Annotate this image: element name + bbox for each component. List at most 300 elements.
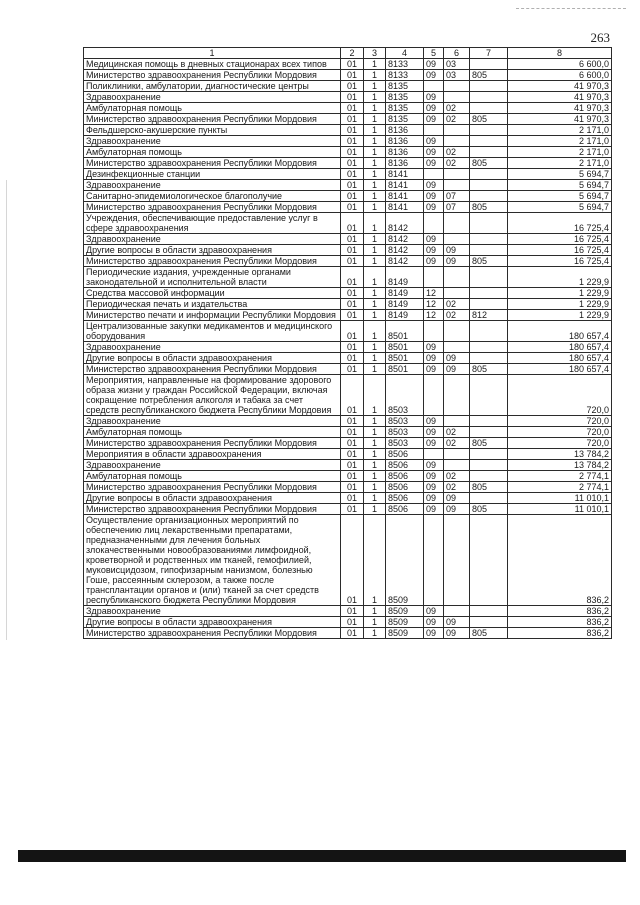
row-subsection: 02	[444, 471, 470, 482]
row-department-code: 805	[470, 364, 508, 375]
row-amount: 11 010,1	[508, 493, 612, 504]
table-row	[84, 504, 612, 515]
row-amount: 180 657,4	[508, 364, 612, 375]
row-description: Учреждения, обеспечивающие предоставление услуг в сфере здравоохранения	[84, 213, 341, 234]
row-amount: 5 694,7	[508, 169, 612, 180]
row-description: Министерство здравоохранения Республики Мордовия	[84, 628, 341, 639]
row-code-3: 1	[364, 288, 386, 299]
table-row	[84, 310, 612, 321]
table-row	[84, 136, 612, 147]
row-code-3: 1	[364, 628, 386, 639]
row-section: 09	[424, 342, 444, 353]
row-department-code	[470, 81, 508, 92]
row-target-code: 8135	[386, 92, 424, 103]
row-description: Министерство здравоохранения Республики Мордовия	[84, 482, 341, 493]
row-section: 12	[424, 288, 444, 299]
row-amount: 720,0	[508, 438, 612, 449]
row-description: Санитарно-эпидемиологическое благополучие	[84, 191, 341, 202]
row-description: Здравоохранение	[84, 180, 341, 191]
row-description: Амбулаторная помощь	[84, 427, 341, 438]
row-subsection: 02	[444, 114, 470, 125]
row-amount: 13 784,2	[508, 449, 612, 460]
row-subsection	[444, 321, 470, 342]
row-department-code	[470, 353, 508, 364]
row-code-3: 1	[364, 267, 386, 288]
row-amount: 1 229,9	[508, 299, 612, 310]
row-section: 09	[424, 59, 444, 70]
row-description: Здравоохранение	[84, 460, 341, 471]
row-code-3: 1	[364, 353, 386, 364]
header-cell: 2	[341, 48, 364, 59]
row-amount: 5 694,7	[508, 180, 612, 191]
table-row	[84, 81, 612, 92]
row-subsection: 09	[444, 364, 470, 375]
row-code-3: 1	[364, 504, 386, 515]
row-subsection	[444, 416, 470, 427]
row-section: 09	[424, 353, 444, 364]
row-code-2: 01	[341, 81, 364, 92]
table-row	[84, 125, 612, 136]
table-row	[84, 438, 612, 449]
table-row	[84, 267, 612, 288]
row-amount: 41 970,3	[508, 114, 612, 125]
row-code-3: 1	[364, 59, 386, 70]
row-target-code: 8501	[386, 342, 424, 353]
row-description: Министерство здравоохранения Республики Мордовия	[84, 256, 341, 267]
row-section: 09	[424, 628, 444, 639]
row-section: 09	[424, 191, 444, 202]
row-description: Здравоохранение	[84, 92, 341, 103]
row-code-2: 01	[341, 288, 364, 299]
row-code-3: 1	[364, 136, 386, 147]
row-target-code: 8133	[386, 70, 424, 81]
row-target-code: 8149	[386, 267, 424, 288]
row-subsection	[444, 81, 470, 92]
row-amount: 180 657,4	[508, 342, 612, 353]
row-section: 09	[424, 245, 444, 256]
row-code-3: 1	[364, 103, 386, 114]
row-department-code	[470, 92, 508, 103]
table-row	[84, 375, 612, 416]
row-subsection	[444, 267, 470, 288]
row-subsection: 02	[444, 438, 470, 449]
row-target-code: 8135	[386, 81, 424, 92]
row-section: 09	[424, 416, 444, 427]
row-department-code	[470, 299, 508, 310]
row-department-code: 805	[470, 114, 508, 125]
row-code-2: 01	[341, 213, 364, 234]
row-subsection	[444, 449, 470, 460]
row-code-2: 01	[341, 342, 364, 353]
row-target-code: 8135	[386, 103, 424, 114]
row-target-code: 8509	[386, 515, 424, 606]
row-amount: 836,2	[508, 617, 612, 628]
row-code-2: 01	[341, 606, 364, 617]
row-department-code	[470, 147, 508, 158]
row-code-2: 01	[341, 460, 364, 471]
row-description: Министерство здравоохранения Республики Мордовия	[84, 70, 341, 81]
row-section: 09	[424, 438, 444, 449]
row-target-code: 8136	[386, 147, 424, 158]
row-target-code: 8509	[386, 617, 424, 628]
row-code-2: 01	[341, 427, 364, 438]
row-target-code: 8501	[386, 353, 424, 364]
row-subsection	[444, 375, 470, 416]
row-amount: 2 171,0	[508, 147, 612, 158]
table-row	[84, 158, 612, 169]
row-code-2: 01	[341, 59, 364, 70]
row-code-3: 1	[364, 147, 386, 158]
row-department-code: 805	[470, 482, 508, 493]
row-target-code: 8503	[386, 375, 424, 416]
table-row	[84, 353, 612, 364]
row-subsection: 02	[444, 427, 470, 438]
row-department-code: 805	[470, 256, 508, 267]
row-code-3: 1	[364, 81, 386, 92]
row-code-2: 01	[341, 321, 364, 342]
row-amount: 1 229,9	[508, 288, 612, 299]
table-row	[84, 515, 612, 606]
row-subsection: 09	[444, 617, 470, 628]
row-subsection: 02	[444, 482, 470, 493]
table-row	[84, 59, 612, 70]
row-code-3: 1	[364, 202, 386, 213]
table-row	[84, 202, 612, 213]
row-department-code	[470, 427, 508, 438]
row-description: Здравоохранение	[84, 136, 341, 147]
row-code-3: 1	[364, 213, 386, 234]
row-code-3: 1	[364, 515, 386, 606]
table-body	[84, 59, 612, 639]
row-target-code: 8142	[386, 245, 424, 256]
row-department-code: 805	[470, 504, 508, 515]
row-department-code	[470, 471, 508, 482]
row-description: Осуществление организационных мероприятий по обеспечению лиц лекарственными препаратами, предназначенными для лечения больных злокачественными новообразованиями лимфоидной, кроветворной и родственных им тканей, гемофилией, муковисцидозом, гипофизарным нанизмом, болезнью Гоше, рассеянным склерозом, а также после трансплантации органов и (или) тканей за счет средств республиканского бюджета Республики Мордовия	[84, 515, 341, 606]
row-code-3: 1	[364, 245, 386, 256]
row-description: Министерство печати и информации Республики Мордовия	[84, 310, 341, 321]
scan-margin-shadow	[6, 180, 7, 640]
header-cell: 8	[508, 48, 612, 59]
row-target-code: 8509	[386, 628, 424, 639]
table-row	[84, 427, 612, 438]
row-subsection: 09	[444, 493, 470, 504]
row-amount: 2 171,0	[508, 125, 612, 136]
row-section	[424, 375, 444, 416]
row-amount: 41 970,3	[508, 92, 612, 103]
row-section: 09	[424, 482, 444, 493]
row-target-code: 8141	[386, 191, 424, 202]
row-target-code: 8503	[386, 438, 424, 449]
table-row	[84, 234, 612, 245]
row-amount: 41 970,3	[508, 81, 612, 92]
row-description: Другие вопросы в области здравоохранения	[84, 617, 341, 628]
row-amount: 720,0	[508, 416, 612, 427]
row-target-code: 8501	[386, 321, 424, 342]
row-code-2: 01	[341, 92, 364, 103]
row-section: 12	[424, 299, 444, 310]
row-amount: 2 171,0	[508, 158, 612, 169]
row-description: Министерство здравоохранения Республики Мордовия	[84, 158, 341, 169]
row-section	[424, 321, 444, 342]
row-code-2: 01	[341, 493, 364, 504]
row-amount: 41 970,3	[508, 103, 612, 114]
header-cell: 1	[84, 48, 341, 59]
row-subsection	[444, 288, 470, 299]
table-row	[84, 147, 612, 158]
row-department-code	[470, 191, 508, 202]
row-target-code: 8136	[386, 125, 424, 136]
row-subsection	[444, 606, 470, 617]
row-section: 09	[424, 460, 444, 471]
table-row	[84, 70, 612, 81]
row-section: 09	[424, 202, 444, 213]
row-section: 09	[424, 147, 444, 158]
row-subsection	[444, 136, 470, 147]
row-code-2: 01	[341, 114, 364, 125]
row-section: 09	[424, 70, 444, 81]
row-code-2: 01	[341, 245, 364, 256]
row-code-3: 1	[364, 256, 386, 267]
row-description: Амбулаторная помощь	[84, 471, 341, 482]
row-target-code: 8506	[386, 460, 424, 471]
row-target-code: 8509	[386, 606, 424, 617]
row-code-2: 01	[341, 471, 364, 482]
row-department-code	[470, 460, 508, 471]
row-department-code	[470, 606, 508, 617]
row-description: Периодическая печать и издательства	[84, 299, 341, 310]
row-code-3: 1	[364, 321, 386, 342]
row-target-code: 8149	[386, 299, 424, 310]
row-code-3: 1	[364, 482, 386, 493]
row-subsection: 09	[444, 628, 470, 639]
table-row	[84, 180, 612, 191]
row-department-code: 805	[470, 70, 508, 81]
row-amount: 6 600,0	[508, 59, 612, 70]
scan-bottom-bar	[18, 850, 626, 862]
row-subsection	[444, 125, 470, 136]
row-description: Другие вопросы в области здравоохранения	[84, 353, 341, 364]
row-department-code	[470, 234, 508, 245]
table-row	[84, 191, 612, 202]
row-section: 09	[424, 114, 444, 125]
row-department-code	[470, 245, 508, 256]
row-code-3: 1	[364, 342, 386, 353]
row-section: 09	[424, 234, 444, 245]
row-subsection	[444, 92, 470, 103]
row-code-2: 01	[341, 504, 364, 515]
row-code-2: 01	[341, 353, 364, 364]
row-code-3: 1	[364, 180, 386, 191]
row-code-2: 01	[341, 125, 364, 136]
row-description: Поликлиники, амбулатории, диагностические центры	[84, 81, 341, 92]
row-amount: 5 694,7	[508, 202, 612, 213]
row-subsection: 02	[444, 103, 470, 114]
row-amount: 836,2	[508, 628, 612, 639]
row-section: 09	[424, 256, 444, 267]
row-section: 09	[424, 364, 444, 375]
row-code-2: 01	[341, 158, 364, 169]
row-department-code	[470, 213, 508, 234]
row-subsection	[444, 213, 470, 234]
row-department-code	[470, 103, 508, 114]
row-code-3: 1	[364, 299, 386, 310]
row-section: 09	[424, 180, 444, 191]
row-department-code: 805	[470, 202, 508, 213]
row-subsection: 02	[444, 299, 470, 310]
row-code-2: 01	[341, 515, 364, 606]
row-amount: 2 774,1	[508, 482, 612, 493]
row-code-2: 01	[341, 628, 364, 639]
row-code-3: 1	[364, 158, 386, 169]
row-target-code: 8149	[386, 288, 424, 299]
row-description: Медицинская помощь в дневных стационарах всех типов	[84, 59, 341, 70]
row-code-2: 01	[341, 310, 364, 321]
row-code-2: 01	[341, 375, 364, 416]
row-target-code: 8501	[386, 364, 424, 375]
row-subsection: 03	[444, 70, 470, 81]
row-amount: 16 725,4	[508, 256, 612, 267]
row-department-code	[470, 321, 508, 342]
row-section	[424, 267, 444, 288]
row-code-2: 01	[341, 191, 364, 202]
row-department-code	[470, 375, 508, 416]
row-subsection: 09	[444, 245, 470, 256]
row-subsection	[444, 460, 470, 471]
row-section: 09	[424, 427, 444, 438]
table-row	[84, 628, 612, 639]
row-section	[424, 449, 444, 460]
row-department-code: 805	[470, 158, 508, 169]
row-section: 09	[424, 617, 444, 628]
row-code-2: 01	[341, 70, 364, 81]
row-target-code: 8136	[386, 136, 424, 147]
row-department-code	[470, 342, 508, 353]
row-department-code	[470, 515, 508, 606]
row-amount: 13 784,2	[508, 460, 612, 471]
row-subsection: 09	[444, 256, 470, 267]
table-row	[84, 169, 612, 180]
row-amount: 836,2	[508, 515, 612, 606]
row-section	[424, 169, 444, 180]
row-target-code: 8506	[386, 471, 424, 482]
row-subsection: 03	[444, 59, 470, 70]
row-code-3: 1	[364, 375, 386, 416]
row-department-code	[470, 617, 508, 628]
row-code-3: 1	[364, 493, 386, 504]
row-description: Централизованные закупки медикаментов и медицинского оборудования	[84, 321, 341, 342]
row-department-code	[470, 416, 508, 427]
table-row	[84, 213, 612, 234]
row-code-2: 01	[341, 299, 364, 310]
row-target-code: 8133	[386, 59, 424, 70]
row-section: 09	[424, 493, 444, 504]
table-row	[84, 617, 612, 628]
row-code-3: 1	[364, 438, 386, 449]
row-description: Министерство здравоохранения Республики Мордовия	[84, 202, 341, 213]
row-description: Мероприятия в области здравоохранения	[84, 449, 341, 460]
row-code-2: 01	[341, 256, 364, 267]
row-subsection: 09	[444, 504, 470, 515]
row-department-code	[470, 288, 508, 299]
row-department-code	[470, 267, 508, 288]
row-target-code: 8503	[386, 416, 424, 427]
row-department-code	[470, 59, 508, 70]
row-code-3: 1	[364, 234, 386, 245]
row-section: 09	[424, 92, 444, 103]
row-section	[424, 213, 444, 234]
row-code-3: 1	[364, 471, 386, 482]
row-code-2: 01	[341, 136, 364, 147]
row-department-code	[470, 125, 508, 136]
row-section: 09	[424, 103, 444, 114]
row-description: Министерство здравоохранения Республики Мордовия	[84, 504, 341, 515]
row-department-code	[470, 169, 508, 180]
row-section: 09	[424, 606, 444, 617]
table-row	[84, 364, 612, 375]
row-target-code: 8136	[386, 158, 424, 169]
row-target-code: 8506	[386, 482, 424, 493]
table-row	[84, 606, 612, 617]
row-target-code: 8141	[386, 169, 424, 180]
row-section: 09	[424, 158, 444, 169]
row-subsection: 02	[444, 158, 470, 169]
scan-edge-mark	[516, 8, 626, 10]
header-cell: 3	[364, 48, 386, 59]
row-amount: 720,0	[508, 375, 612, 416]
header-cell: 4	[386, 48, 424, 59]
row-code-2: 01	[341, 180, 364, 191]
header-cell: 5	[424, 48, 444, 59]
table-row	[84, 256, 612, 267]
row-subsection: 07	[444, 202, 470, 213]
row-code-3: 1	[364, 125, 386, 136]
row-code-2: 01	[341, 234, 364, 245]
row-subsection	[444, 342, 470, 353]
row-code-2: 01	[341, 103, 364, 114]
row-code-2: 01	[341, 169, 364, 180]
row-description: Министерство здравоохранения Республики Мордовия	[84, 114, 341, 125]
row-description: Фельдшерско-акушерские пункты	[84, 125, 341, 136]
row-section	[424, 81, 444, 92]
row-code-3: 1	[364, 460, 386, 471]
row-target-code: 8506	[386, 504, 424, 515]
row-target-code: 8141	[386, 202, 424, 213]
row-code-3: 1	[364, 70, 386, 81]
row-amount: 1 229,9	[508, 310, 612, 321]
row-target-code: 8141	[386, 180, 424, 191]
row-code-2: 01	[341, 449, 364, 460]
row-code-3: 1	[364, 416, 386, 427]
table-row	[84, 321, 612, 342]
row-code-2: 01	[341, 438, 364, 449]
table-row	[84, 471, 612, 482]
table-row	[84, 493, 612, 504]
row-section	[424, 515, 444, 606]
row-department-code	[470, 493, 508, 504]
row-amount: 2 774,1	[508, 471, 612, 482]
row-code-3: 1	[364, 169, 386, 180]
row-code-2: 01	[341, 147, 364, 158]
row-description: Министерство здравоохранения Республики Мордовия	[84, 364, 341, 375]
row-code-3: 1	[364, 364, 386, 375]
row-description: Средства массовой информации	[84, 288, 341, 299]
table-row	[84, 114, 612, 125]
row-amount: 2 171,0	[508, 136, 612, 147]
table-row	[84, 299, 612, 310]
row-subsection: 09	[444, 353, 470, 364]
row-target-code: 8506	[386, 493, 424, 504]
table-row	[84, 482, 612, 493]
